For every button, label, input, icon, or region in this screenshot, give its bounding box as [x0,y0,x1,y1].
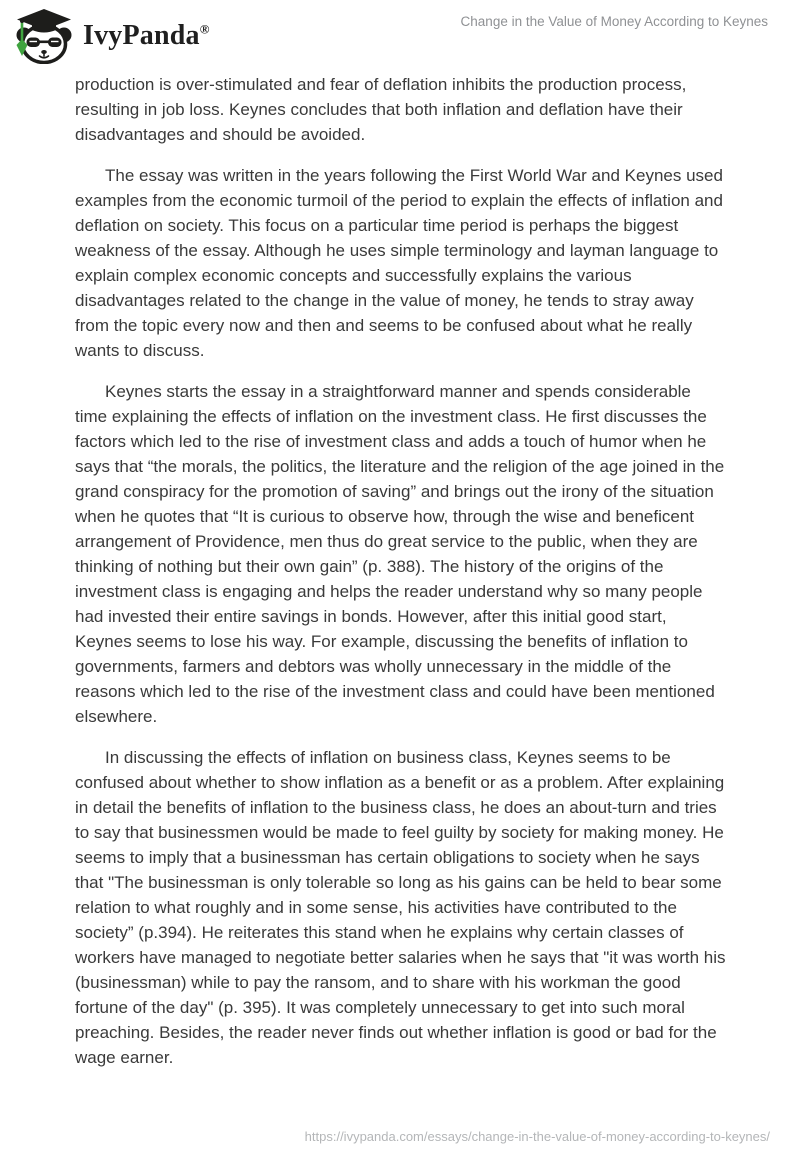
ivypanda-panda-logo-icon [14,8,74,64]
source-url: https://ivypanda.com/essays/change-in-the-value-of-money-according-to-keynes/ [304,1129,770,1144]
essay-body [75,72,727,1086]
brand [14,8,210,64]
brand-name: IvyPanda® [83,20,210,51]
essay-paragraph: The essay was written in the years following the First World War and Keynes used examples from the economic turmoil of the period to explain the effects of inflation and deflation on society. This focus on a particular time period is perhaps the biggest weakness of the essay. Although he uses simple terminology and layman language to explain complex economic concepts and successfully explains the various disadvantages related to the change in the value of money, he tends to stray away from the topic every now and then and seems to be confused about what he really wants to discuss. [75,166,723,360]
essay-paragraph: Keynes starts the essay in a straightforward manner and spends considerable time explaining the effects of inflation on the investment class. He first discusses the factors which led to the rise of investment class and adds a touch of humor when he says that “the morals, the politics, the literature and the religion of the age joined in the grand conspiracy for the promotion of saving” and brings out the irony of the situation when he quotes that “It is curious to observe how, through the wise and beneficent arrangement of Providence, men thus do great service to the public, when they are thinking of nothing but their own gain” (p. 388). The history of the origins of the investment class is engaging and helps the reader understand why so many people had invested their entire savings in bonds. However, after this initial good start, Keynes seems to lose his way. For example, discussing the benefits of inflation to governments, farmers and debtors was wholly unnecessary in the middle of the reasons which led to the rise of the investment class and could have been mentioned elsewhere. [75,382,725,726]
essay-paragraph: In discussing the effects of inflation on business class, Keynes seems to be confused about whether to show inflation as a benefit or as a problem. After explaining in detail the benefits of inflation to the business class, he does an about-turn and tries to say that businessmen would be made to feel guilty by society for making money. He seems to imply that a businessman has certain obligations to society when he says that "The businessman is only tolerable so long as his gains can be held to bear some relation to what roughly and in some sense, his activities have contributed to the society” (p.394). He reiterates this stand when he explains why certain classes of workers have managed to negotiate better salaries when he says that "it was worth his (businessman) while to pay the ransom, and to share with his workman the good fortune of the day" (p. 395). It was completely unnecessary to get into such moral preaching. Besides, the reader never finds out whether inflation is good or bad for the wage earner. [75,748,726,1067]
essay-paragraph: production is over-stimulated and fear of deflation inhibits the production process, resulting in job loss. Keynes concludes that both inflation and deflation have their disadvantages and should be avoided. [75,75,687,144]
registered-trademark-symbol: ® [199,21,210,37]
page-title: Change in the Value of Money According to Keynes [460,14,768,29]
